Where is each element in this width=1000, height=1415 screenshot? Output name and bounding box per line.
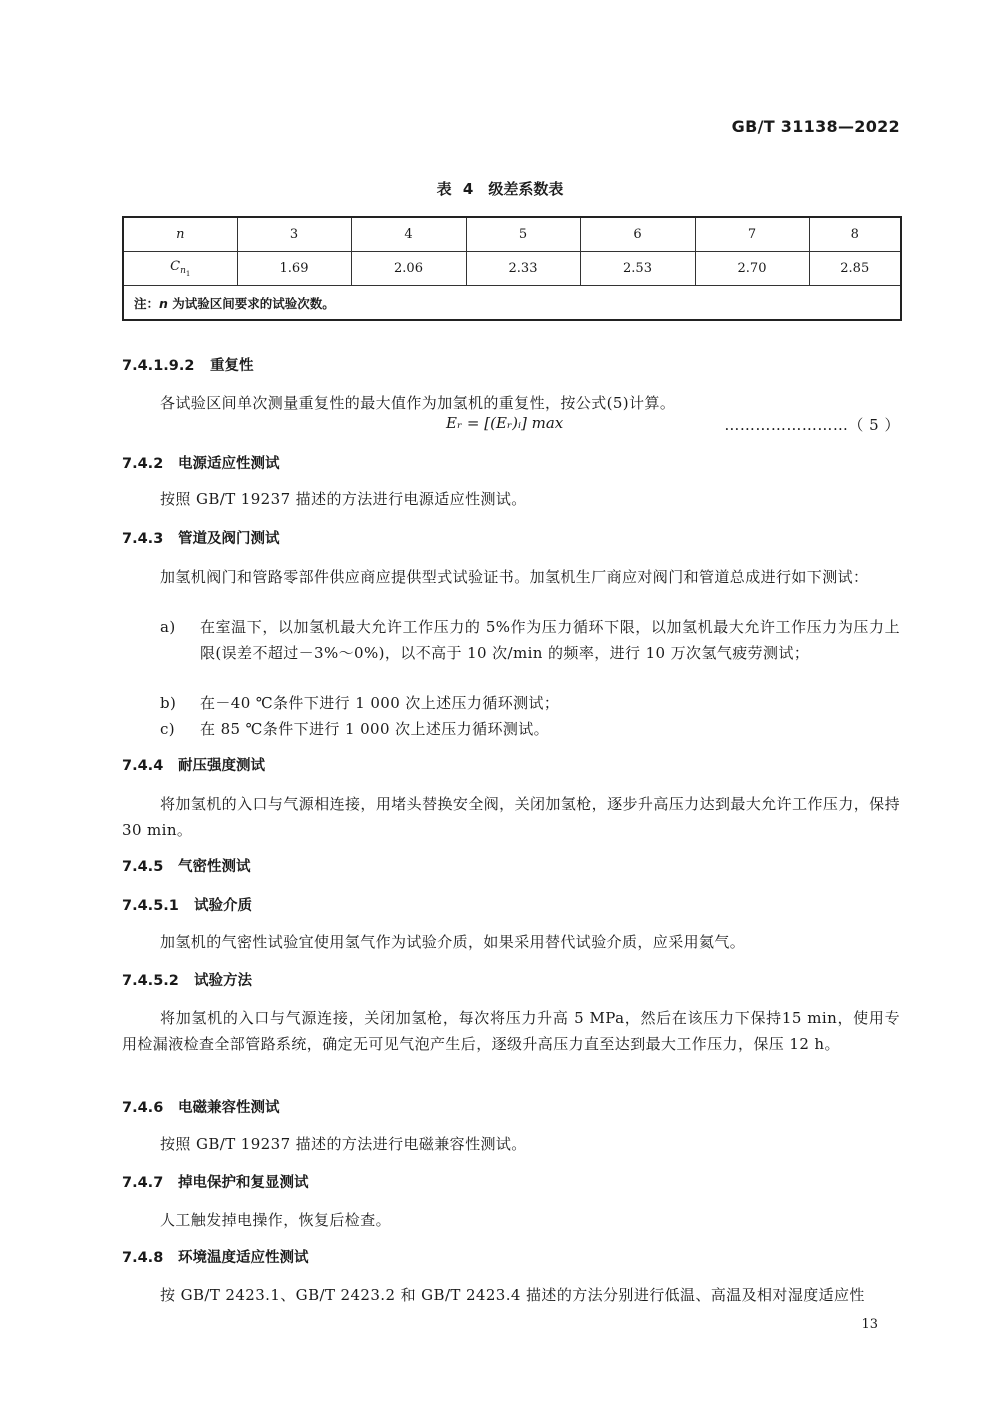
table-cell: 5 xyxy=(466,217,580,252)
table-header-cell: n xyxy=(123,217,237,252)
table-cell: 3 xyxy=(237,217,351,252)
formula: Eᵣ = [(Eᵣ)ᵢ] max xyxy=(446,414,564,432)
section-heading xyxy=(122,855,251,876)
paragraph: 将加氢机的入口与气源相连接，用堵头替换安全阀，关闭加氢枪，逐步升高压力达到最大允许工作压力，保持 30 min。 xyxy=(122,795,900,839)
table-row xyxy=(123,252,901,286)
list-item-text: 在室温下，以加氢机最大允许工作压力的 5%作为压力循环下限，以加氢机最大允许工作压力为压力上限(误差不超过－3%～0%)，以不高于 10 次/min 的频率，进行 10 万次氢气疲劳测试； xyxy=(200,618,900,662)
section-title: 重复性 xyxy=(210,358,254,374)
paragraph: 加氢机阀门和管路零部件供应商应提供型式试验证书。加氢机生厂商应对阀门和管道总成进行如下测试： xyxy=(160,568,869,586)
list-marker: b) xyxy=(160,694,177,712)
section-heading xyxy=(122,1246,309,1267)
paragraph: 按照 GB/T 19237 描述的方法进行电源适应性测试。 xyxy=(160,490,527,508)
section-title: 试验方法 xyxy=(194,973,252,989)
coef-subscript: n xyxy=(180,266,186,276)
list-item xyxy=(160,716,900,742)
table-header-cell xyxy=(123,252,237,286)
section-number: 7.4.1.9.2 xyxy=(122,358,195,374)
table-cell: 1.69 xyxy=(237,252,351,286)
section-number: 7.4.7 xyxy=(122,1175,164,1191)
table-cell: 2.70 xyxy=(695,252,809,286)
coef-subsubscript: 1 xyxy=(185,270,191,278)
list-marker: a) xyxy=(160,618,176,636)
section-heading xyxy=(122,894,252,915)
section-title: 电源适应性测试 xyxy=(178,456,280,472)
table-cell: 8 xyxy=(809,217,901,252)
section-number: 7.4.6 xyxy=(122,1100,164,1116)
paragraph: 人工触发掉电操作，恢复后检查。 xyxy=(160,1211,392,1229)
table-cell: 7 xyxy=(695,217,809,252)
list-item xyxy=(160,614,900,666)
note-variable: n xyxy=(159,295,168,311)
section-title: 耐压强度测试 xyxy=(178,758,265,774)
section-number: 7.4.5 xyxy=(122,859,164,875)
coefficient-table xyxy=(122,216,902,321)
table-row xyxy=(123,217,901,252)
table-cell: 2.33 xyxy=(466,252,580,286)
table-title: 表 4 级差系数表 xyxy=(436,180,564,198)
section-heading xyxy=(122,452,280,473)
list-item-text: 在 85 ℃条件下进行 1 000 次上述压力循环测试。 xyxy=(200,720,550,738)
table-note xyxy=(123,286,901,321)
list-marker: c) xyxy=(160,720,176,738)
paragraph: 按照 GB/T 19237 描述的方法进行电磁兼容性测试。 xyxy=(160,1135,527,1153)
section-heading xyxy=(122,354,254,375)
section-heading xyxy=(122,527,280,548)
list-item-text: 在－40 ℃条件下进行 1 000 次上述压力循环测试； xyxy=(200,694,560,712)
section-title: 管道及阀门测试 xyxy=(178,531,280,547)
note-prefix: 注： xyxy=(134,295,160,311)
standard-number: GB/T 31138—2022 xyxy=(731,117,900,136)
page-number: 13 xyxy=(861,1317,878,1332)
table-row xyxy=(123,286,901,321)
section-title: 试验介质 xyxy=(194,898,252,914)
section-heading xyxy=(122,969,252,990)
paragraph: 各试验区间单次测量重复性的最大值作为加氢机的重复性，按公式(5)计算。 xyxy=(160,394,676,412)
paragraph: 按 GB/T 2423.1、GB/T 2423.2 和 GB/T 2423.4 描述的方法分别进行低温、高温及相对湿度适应性 xyxy=(160,1286,865,1304)
formula-number: ……………………（ 5 ） xyxy=(724,416,900,434)
section-title: 气密性测试 xyxy=(178,859,251,875)
section-number: 7.4.5.2 xyxy=(122,973,179,989)
section-number: 7.4.8 xyxy=(122,1250,164,1266)
table-cell: 6 xyxy=(580,217,695,252)
section-number: 7.4.3 xyxy=(122,531,164,547)
section-heading xyxy=(122,1171,309,1192)
paragraph: 加氢机的气密性试验宜使用氢气作为试验介质，如果采用替代试验介质，应采用氦气。 xyxy=(160,933,746,951)
section-title: 电磁兼容性测试 xyxy=(178,1100,280,1116)
section-heading xyxy=(122,1096,280,1117)
section-number: 7.4.5.1 xyxy=(122,898,179,914)
note-text: 为试验区间要求的试验次数。 xyxy=(167,295,335,311)
table-cell: 2.06 xyxy=(351,252,466,286)
table-cell: 2.85 xyxy=(809,252,901,286)
section-heading xyxy=(122,754,265,775)
table-cell: 2.53 xyxy=(580,252,695,286)
table-cell: 4 xyxy=(351,217,466,252)
section-title: 环境温度适应性测试 xyxy=(178,1250,309,1266)
paragraph: 将加氢机的入口与气源连接，关闭加氢枪，每次将压力升高 5 MPa，然后在该压力下保持15 min，使用专用检漏液检查全部管路系统，确定无可见气泡产生后，逐级升高压力直至达到最大工作压力，保压 12 h。 xyxy=(122,1009,900,1053)
list-item xyxy=(160,690,900,716)
coef-symbol: C xyxy=(170,259,181,274)
section-number: 7.4.4 xyxy=(122,758,164,774)
section-title: 掉电保护和复显测试 xyxy=(178,1175,309,1191)
section-number: 7.4.2 xyxy=(122,456,164,472)
